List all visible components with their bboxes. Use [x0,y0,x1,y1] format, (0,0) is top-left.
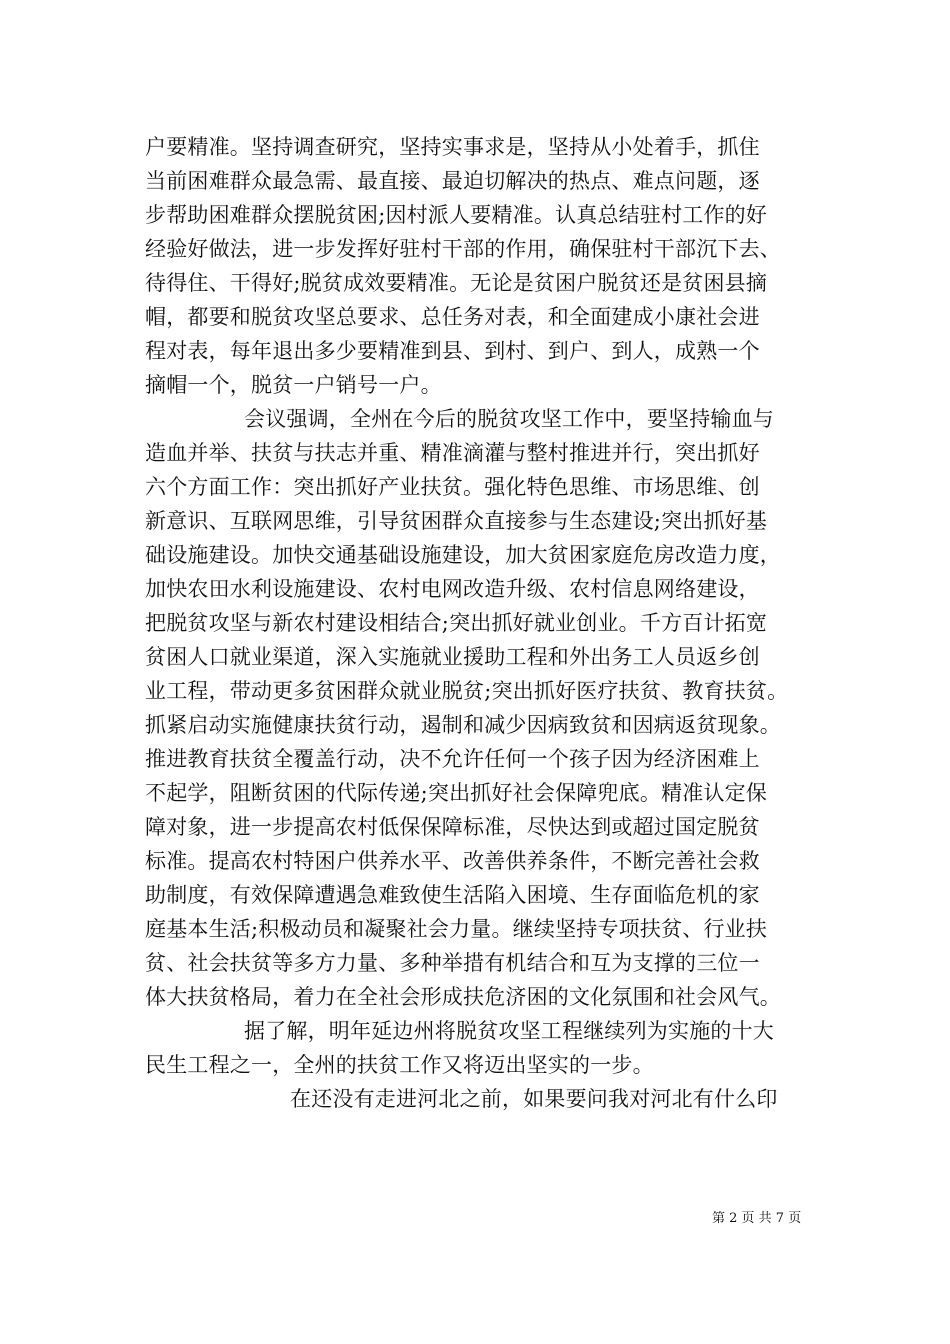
text-line: 体大扶贫格局，着力在全社会形成扶危济困的文化氛围和社会风气。 [145,985,781,1009]
text-line: 不起学，阻断贫困的代际传递;突出抓好社会保障兜底。精准认定保 [145,781,768,805]
text-line: 推进教育扶贫全覆盖行动，决不允许任何一个孩子因为经济困难上 [145,747,760,771]
text-line: 待得住、干得好;脱贫成效要精准。无论是贫困户脱贫还是贫困县摘 [145,271,768,295]
text-line: 贫、社会扶贫等多方力量、多种举措有机结合和互为支撑的三位一 [145,951,760,975]
text-line: 业工程，带动更多贫困群众就业脱贫;突出抓好医疗扶贫、教育扶贫。 [145,679,789,703]
text-line: 帽，都要和脱贫攻坚总要求、总任务对表，和全面建成小康社会进 [145,305,760,329]
text-line: 庭基本生活;积极动员和凝聚社会力量。继续坚持专项扶贫、行业扶 [145,917,768,941]
paragraph-start-line: 会议强调，全州在今后的脱贫攻坚工作中，要坚持输血与 [244,407,774,431]
text-line: 新意识、互联网思维，引导贫困群众直接参与生态建设;突出抓好基 [145,509,768,533]
text-line: 贫困人口就业渠道，深入实施就业援助工程和外出务工人员返乡创 [145,645,760,669]
text-line: 户要精准。坚持调查研究，坚持实事求是，坚持从小处着手，抓住 [145,135,760,159]
text-line: 础设施建设。加快交通基础设施建设，加大贫困家庭危房改造力度， [145,543,781,567]
text-line: 把脱贫攻坚与新农村建设相结合;突出抓好就业创业。千方百计拓宽 [145,611,768,635]
text-line: 六个方面工作：突出抓好产业扶贫。强化特色思维、市场思维、创 [145,475,760,499]
text-line: 障对象，进一步提高农村低保保障标准，尽快达到或超过国定脱贫 [145,815,760,839]
text-line: 经验好做法，进一步发挥好驻村干部的作用，确保驻村干部沉下去、 [145,237,781,261]
text-line: 民生工程之一，全州的扶贫工作又将迈出坚实的一步。 [145,1053,654,1077]
text-line: 当前困难群众最急需、最直接、最迫切解决的热点、难点问题，逐 [145,169,760,193]
text-line: 助制度，有效保障遭遇急难致使生活陷入困境、生存面临危机的家 [145,883,760,907]
text-line: 程对表，每年退出多少要精准到县、到村、到户、到人，成熟一个 [145,339,760,363]
text-line: 造血并举、扶贫与扶志并重、精准滴灌与整村推进并行，突出抓好 [145,441,760,465]
paragraph-start-line: 据了解，明年延边州将脱贫攻坚工程继续列为实施的十大 [244,1019,774,1043]
text-line: 摘帽一个，脱贫一户销号一户。 [145,373,442,397]
text-line: 步帮助困难群众摆脱贫困;因村派人要精准。认真总结驻村工作的好 [145,203,768,227]
text-line: 标准。提高农村特困户供养水平、改善供养条件，不断完善社会救 [145,849,760,873]
page-number-footer: 第 2 页 共 7 页 [712,1211,802,1226]
text-line: 抓紧启动实施健康扶贫行动，遏制和减少因病致贫和因病返贫现象。 [145,713,781,737]
text-line: 加快农田水利设施建设、农村电网改造升级、农村信息网络建设， [145,577,760,601]
paragraph-start-line: 在还没有走进河北之前，如果要问我对河北有什么印 [290,1087,778,1111]
